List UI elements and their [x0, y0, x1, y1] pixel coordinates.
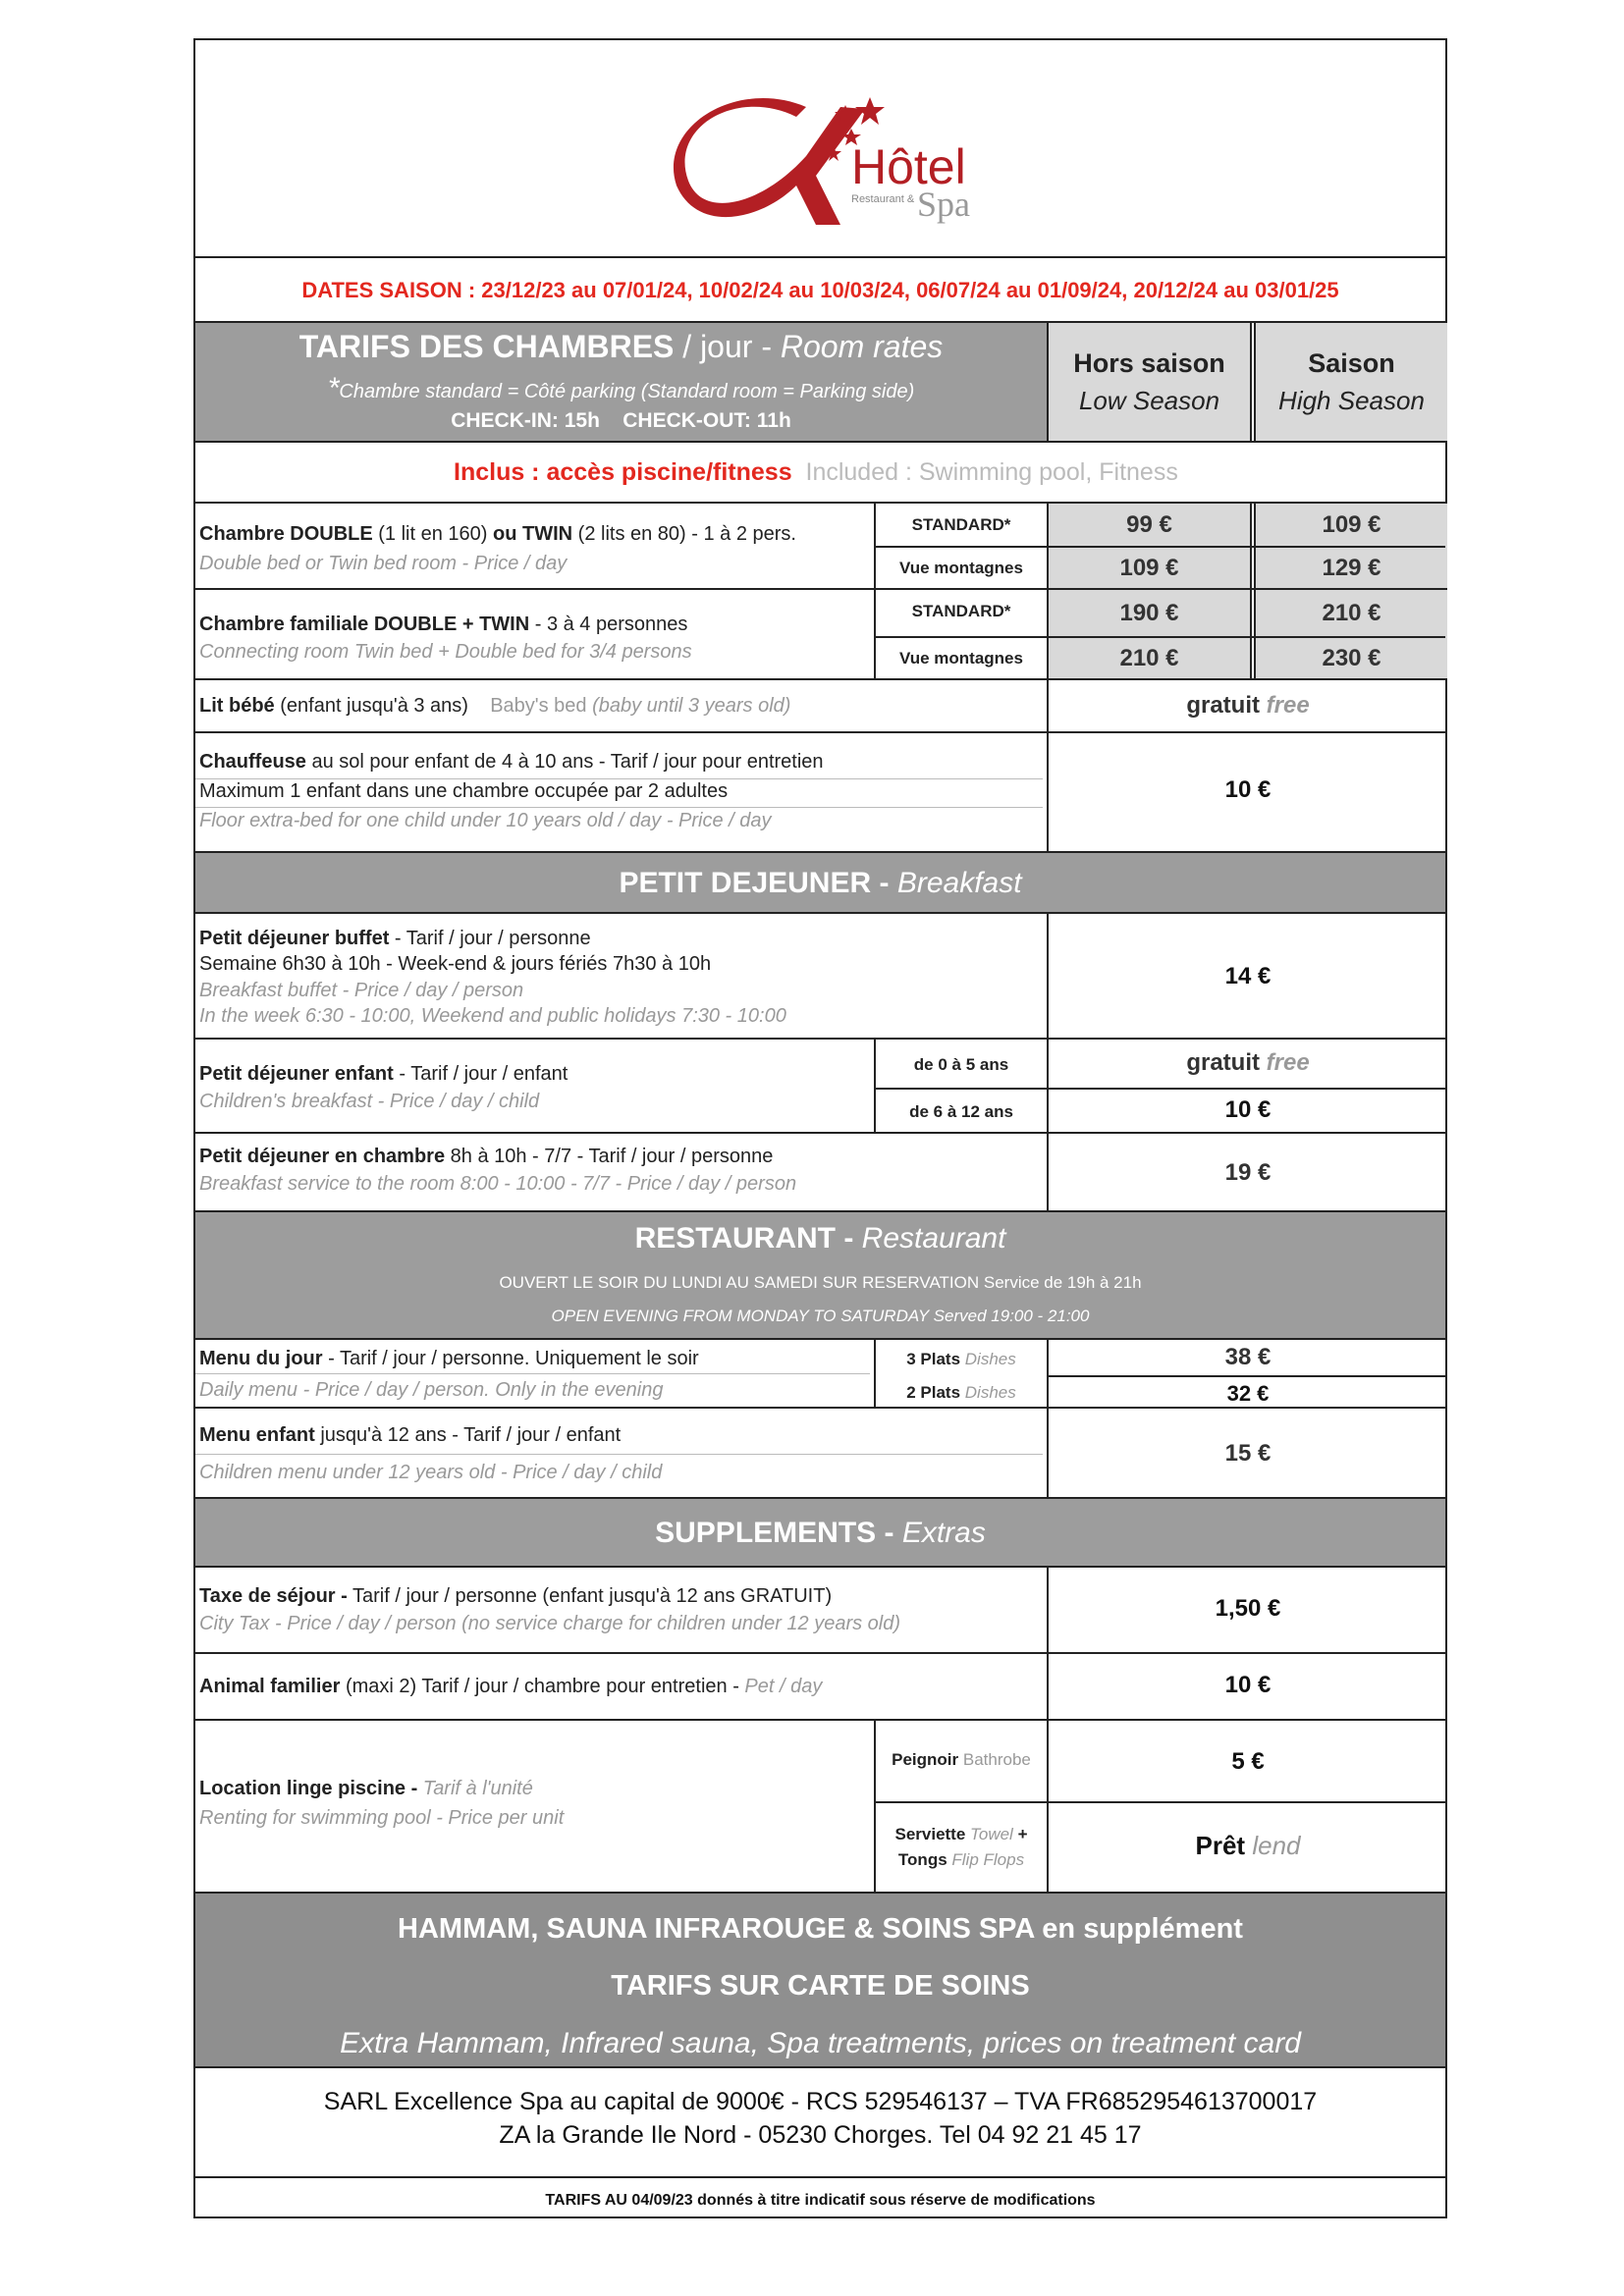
low-season-header: Hors saison Low Season	[1049, 323, 1250, 441]
family-room-en: Connecting room Twin bed + Double bed for 3/4 persons	[199, 641, 692, 663]
included-text: Inclus : accès piscine/fitness Included : Swimming pool, Fitness	[454, 458, 1178, 486]
check-times: CHECK-IN: 15h CHECK-OUT: 11h	[451, 409, 791, 432]
kids-menu-row: Menu enfant jusqu'à 12 ans - Tarif / jour / enfant Children menu under 12 years old - Price / day / child 15 €	[195, 1409, 1445, 1499]
rooms-note: *Chambre standard = Côté parking (Standard room = Parking side)	[327, 372, 915, 404]
company-info: SARL Excellence Spa au capital de 9000€ - RCS 529546137 – TVA FR6852954613700017 ZA la Grande Ile Nord - 05230 Chorges. Tel 04 92 21 45 17	[195, 2068, 1445, 2178]
rooms-header	[195, 323, 1445, 443]
baby-bed-row	[195, 680, 1445, 733]
restaurant-header: RESTAURANT - Restaurant OUVERT LE SOIR DU LUNDI AU SAMEDI SUR RESERVATION Service de 19h à 21h OPEN EVENING FROM MONDAY TO SATURDAY Served 19:00 - 21:00	[195, 1212, 1445, 1340]
daily-menu-row: Menu du jour - Tarif / jour / personne. Uniquement le soir Daily menu - Price / day / person. Only in the evening 3 Plats Dishes 2 Plats Dishes 38 € 32 €	[195, 1340, 1445, 1409]
city-tax-row: Taxe de séjour - Tarif / jour / personne (enfant jusqu'à 12 ans GRATUIT) City Tax - Price / day / person (no service charge for children under 12 years old) 1,50 €	[195, 1568, 1445, 1654]
family-room-row: Chambre familiale DOUBLE + TWIN - 3 à 4 personnes Connecting room Twin bed + Double bed for 3/4 persons STANDARD* Vue montagnes 190 € 210 € 210 € 230 €	[195, 590, 1445, 680]
logo-area	[195, 40, 1445, 258]
room-breakfast-row: Petit déjeuner en chambre 8h à 10h - 7/7 - Tarif / jour / personne Breakfast service to the room 8:00 - 10:00 - 7/7 - Price / day / person 19 €	[195, 1134, 1445, 1212]
included-row	[195, 443, 1445, 504]
footer-note-row	[195, 2178, 1445, 2218]
high-season-header: Saison High Season	[1256, 323, 1447, 441]
family-room-label: Chambre familiale DOUBLE + TWIN - 3 à 4 personnes	[199, 614, 688, 635]
baby-bed-price: gratuit free	[1186, 692, 1310, 719]
pet-row: Animal familier (maxi 2) Tarif / jour / chambre pour entretien - Pet / day 10 €	[195, 1654, 1445, 1721]
breakfast-header: PETIT DEJEUNER - Breakfast	[195, 853, 1445, 914]
rooms-title-block	[195, 323, 1047, 441]
double-room-row: Chambre DOUBLE (1 lit en 160) ou TWIN (2 lits en 80) - 1 à 2 pers. Double bed or Twin bed room - Price / day STANDARD* Vue montagnes 99 € 109 € 109 € 129 €	[195, 504, 1445, 590]
double-room-en: Double bed or Twin bed room - Price / day	[199, 553, 568, 574]
footer-note: TARIFS AU 04/09/23 donnés à titre indicatif sous réserve de modifications	[545, 2192, 1096, 2209]
floor-bed-row: Chauffeuse au sol pour enfant de 4 à 10 ans - Tarif / jour pour entretien Maximum 1 enfant dans une chambre occupée par 2 adultes Floor extra-bed for one child under 10 years old / day - Price / day 10 €	[195, 733, 1445, 853]
spa-banner: HAMMAM, SAUNA INFRAROUGE & SOINS SPA en supplément TARIFS SUR CARTE DE SOINS Extra Hammam, Infrared sauna, Spa treatments, prices on treatment card	[195, 1894, 1445, 2068]
season-dates-row	[195, 258, 1445, 323]
buffet-row: Petit déjeuner buffet - Tarif / jour / personne Semaine 6h30 à 10h - Week-end & jours fériés 7h30 à 10h Breakfast buffet - Price / day / person In the week 6:30 - 10:00, Weekend and public holidays 7:30 - 10:00 14 €	[195, 914, 1445, 1040]
rooms-title: TARIFS DES CHAMBRES / jour - Room rates	[298, 329, 944, 364]
logo-sub2: Spa	[917, 185, 970, 224]
extras-header: SUPPLEMENTS - Extras	[195, 1499, 1445, 1568]
baby-bed-label: Lit bébé (enfant jusqu'à 3 ans) Baby's bed (baby until 3 years old)	[199, 695, 791, 717]
pool-linen-row: Location linge piscine - Tarif à l'unité Renting for swimming pool - Price per unit Peignoir Bathrobe Serviette Towel + Tongs Flip Flops 5 € Prêt lend	[195, 1721, 1445, 1894]
logo-brand: Hôtel	[851, 139, 966, 194]
season-dates: DATES SAISON : 23/12/23 au 07/01/24, 10/02/24 au 10/03/24, 06/07/24 au 01/09/24, 20/12/24 au 03/01/25	[301, 278, 1339, 302]
child-breakfast-row: Petit déjeuner enfant - Tarif / jour / enfant Children's breakfast - Price / day / child de 0 à 5 ans de 6 à 12 ans gratuit free 10 €	[195, 1040, 1445, 1134]
price-sheet	[193, 38, 1447, 2218]
double-room-label: Chambre DOUBLE (1 lit en 160) ou TWIN (2 lits en 80) - 1 à 2 pers.	[199, 523, 796, 545]
logo-sub1: Restaurant &	[851, 193, 915, 205]
